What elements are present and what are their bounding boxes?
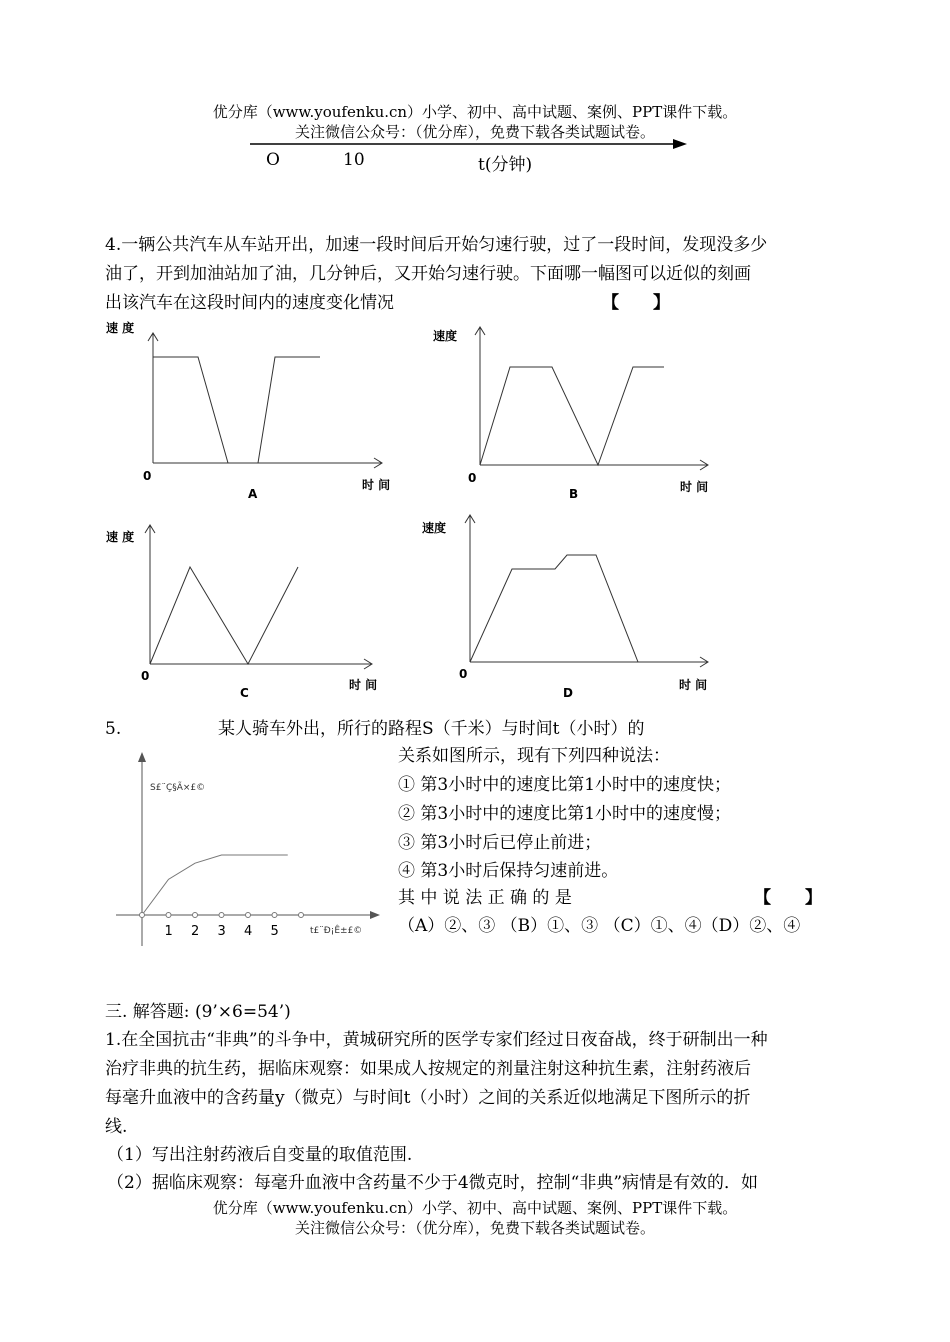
footer-line-1: 优分库（www.youfenku.cn）小学、初中、高中试题、案例、PPT课件下载。	[212, 1199, 738, 1217]
graph-c-ylabel: 速 度	[106, 530, 135, 544]
q5-statement-1: ① 第3小时中的速度比第1小时中的速度快；	[398, 775, 732, 795]
q5-tick-mark	[246, 913, 251, 918]
top-axis-origin: O	[266, 150, 280, 170]
q5-answer-bracket: 【 】	[754, 888, 822, 908]
graph-d	[430, 505, 730, 700]
graph-b-ylabel: 速度	[433, 329, 458, 343]
graph-c-xlabel: 时 间	[349, 678, 378, 692]
q5-statement-4: ④ 第3小时后保持匀速前进。	[398, 861, 619, 881]
q5-tick-label: 1	[164, 924, 173, 939]
header-line-2: 关注微信公众号：（优分库），免费下载各类试题试卷。	[294, 123, 655, 141]
q5-tick-label: 5	[270, 924, 279, 939]
graph-d-origin: 0	[459, 667, 468, 681]
section3-p2: 治疗非典的抗生药，据临床观察：如果成人按规定的剂量注射这种抗生素，注射药液后	[105, 1059, 751, 1079]
q5-number: 5.	[105, 719, 122, 739]
graph-b-xlabel: 时 间	[680, 480, 709, 494]
q5-tick-mark	[219, 913, 224, 918]
q5-line-1: 某人骑车外出，所行的路程S（千米）与时间t（小时）的	[218, 719, 645, 739]
q5-tick-mark	[140, 913, 145, 918]
graph-d-xlabel: 时 间	[679, 678, 708, 692]
section3-p3: 每毫升血液中的含药量y（微克）与时间t（小时）之间的关系近似地满足下图所示的折	[105, 1088, 751, 1108]
q5-statement-2: ② 第3小时中的速度比第1小时中的速度慢；	[398, 804, 732, 824]
graph-a-origin: 0	[143, 469, 152, 483]
top-axis-tick: 10	[343, 150, 365, 170]
q5-tick-mark	[166, 913, 171, 918]
graph-a-letter: A	[248, 487, 258, 501]
q5-tick-label: 2	[191, 924, 200, 939]
top-axis-label: t(分钟)	[478, 155, 533, 175]
q5-tick-label: 3	[217, 924, 226, 939]
q4-line-2: 油了，开到加油站加了油，几分钟后，又开始匀速行驶。下面哪一幅图可以近似的刻画	[105, 264, 751, 284]
q5-y-arrow	[138, 752, 146, 762]
graph-d-ylabel: 速度	[422, 521, 447, 535]
q5-x-label: t£¨Ð¡Ê±£©	[310, 926, 363, 936]
q5-tick-label: 4	[244, 924, 253, 939]
q5-tick-mark	[299, 913, 304, 918]
graph-c-letter: C	[240, 686, 249, 700]
q5-tick-mark	[272, 913, 277, 918]
q4-answer-bracket: 【 】	[602, 293, 670, 313]
graph-b-origin: 0	[468, 471, 477, 485]
q4-line-3: 出该汽车在这段时间内的速度变化情况	[105, 293, 394, 313]
graph-c-origin: 0	[141, 669, 150, 683]
footer-line-2: 关注微信公众号：（优分库），免费下载各类试题试卷。	[294, 1219, 655, 1237]
header-line-1: 优分库（www.youfenku.cn）小学、初中、高中试题、案例、PPT课件下载。	[212, 103, 738, 121]
q4-line-1: 4.一辆公共汽车从车站开出，加速一段时间后开始匀速行驶，过了一段时间，发现没多少	[105, 235, 768, 255]
q5-distance-time-chart	[100, 750, 390, 950]
section3-sub2: （2）据临床观察：每毫升血液中含药量不少于4微克时，控制“非典”病情是有效的．如	[107, 1173, 759, 1193]
q5-statement-3: ③ 第3小时后已停止前进；	[398, 833, 602, 853]
graph-b-letter: B	[569, 487, 579, 501]
q5-line-2: 关系如图所示，现有下列四种说法：	[398, 746, 670, 766]
section3-p1: 1.在全国抗击“非典”的斗争中，黄城研究所的医学专家们经过日夜奋战，终于研制出一种	[105, 1030, 768, 1050]
q5-tick-mark	[193, 913, 198, 918]
q5-y-label: S£¨Ç§Ã×£©	[150, 783, 206, 793]
graph-a-ylabel: 速 度	[106, 321, 135, 335]
section3-p4: 线.	[105, 1117, 128, 1137]
section3-sub1: （1）写出注射药液后自变量的取值范围.	[107, 1145, 413, 1165]
top-axis-arrow	[240, 136, 690, 152]
graph-d-letter: D	[563, 686, 573, 700]
section3-title: 三. 解答题: (9’×6=54’)	[105, 1002, 291, 1022]
q5-options: （A）②、③ （B）①、③ （C）①、④（D）②、④	[398, 916, 801, 936]
q5-x-arrow	[370, 911, 380, 919]
q5-question: 其 中 说 法 正 确 的 是	[398, 888, 572, 908]
graph-a-xlabel: 时 间	[362, 478, 391, 492]
q5-series-line	[142, 855, 288, 915]
